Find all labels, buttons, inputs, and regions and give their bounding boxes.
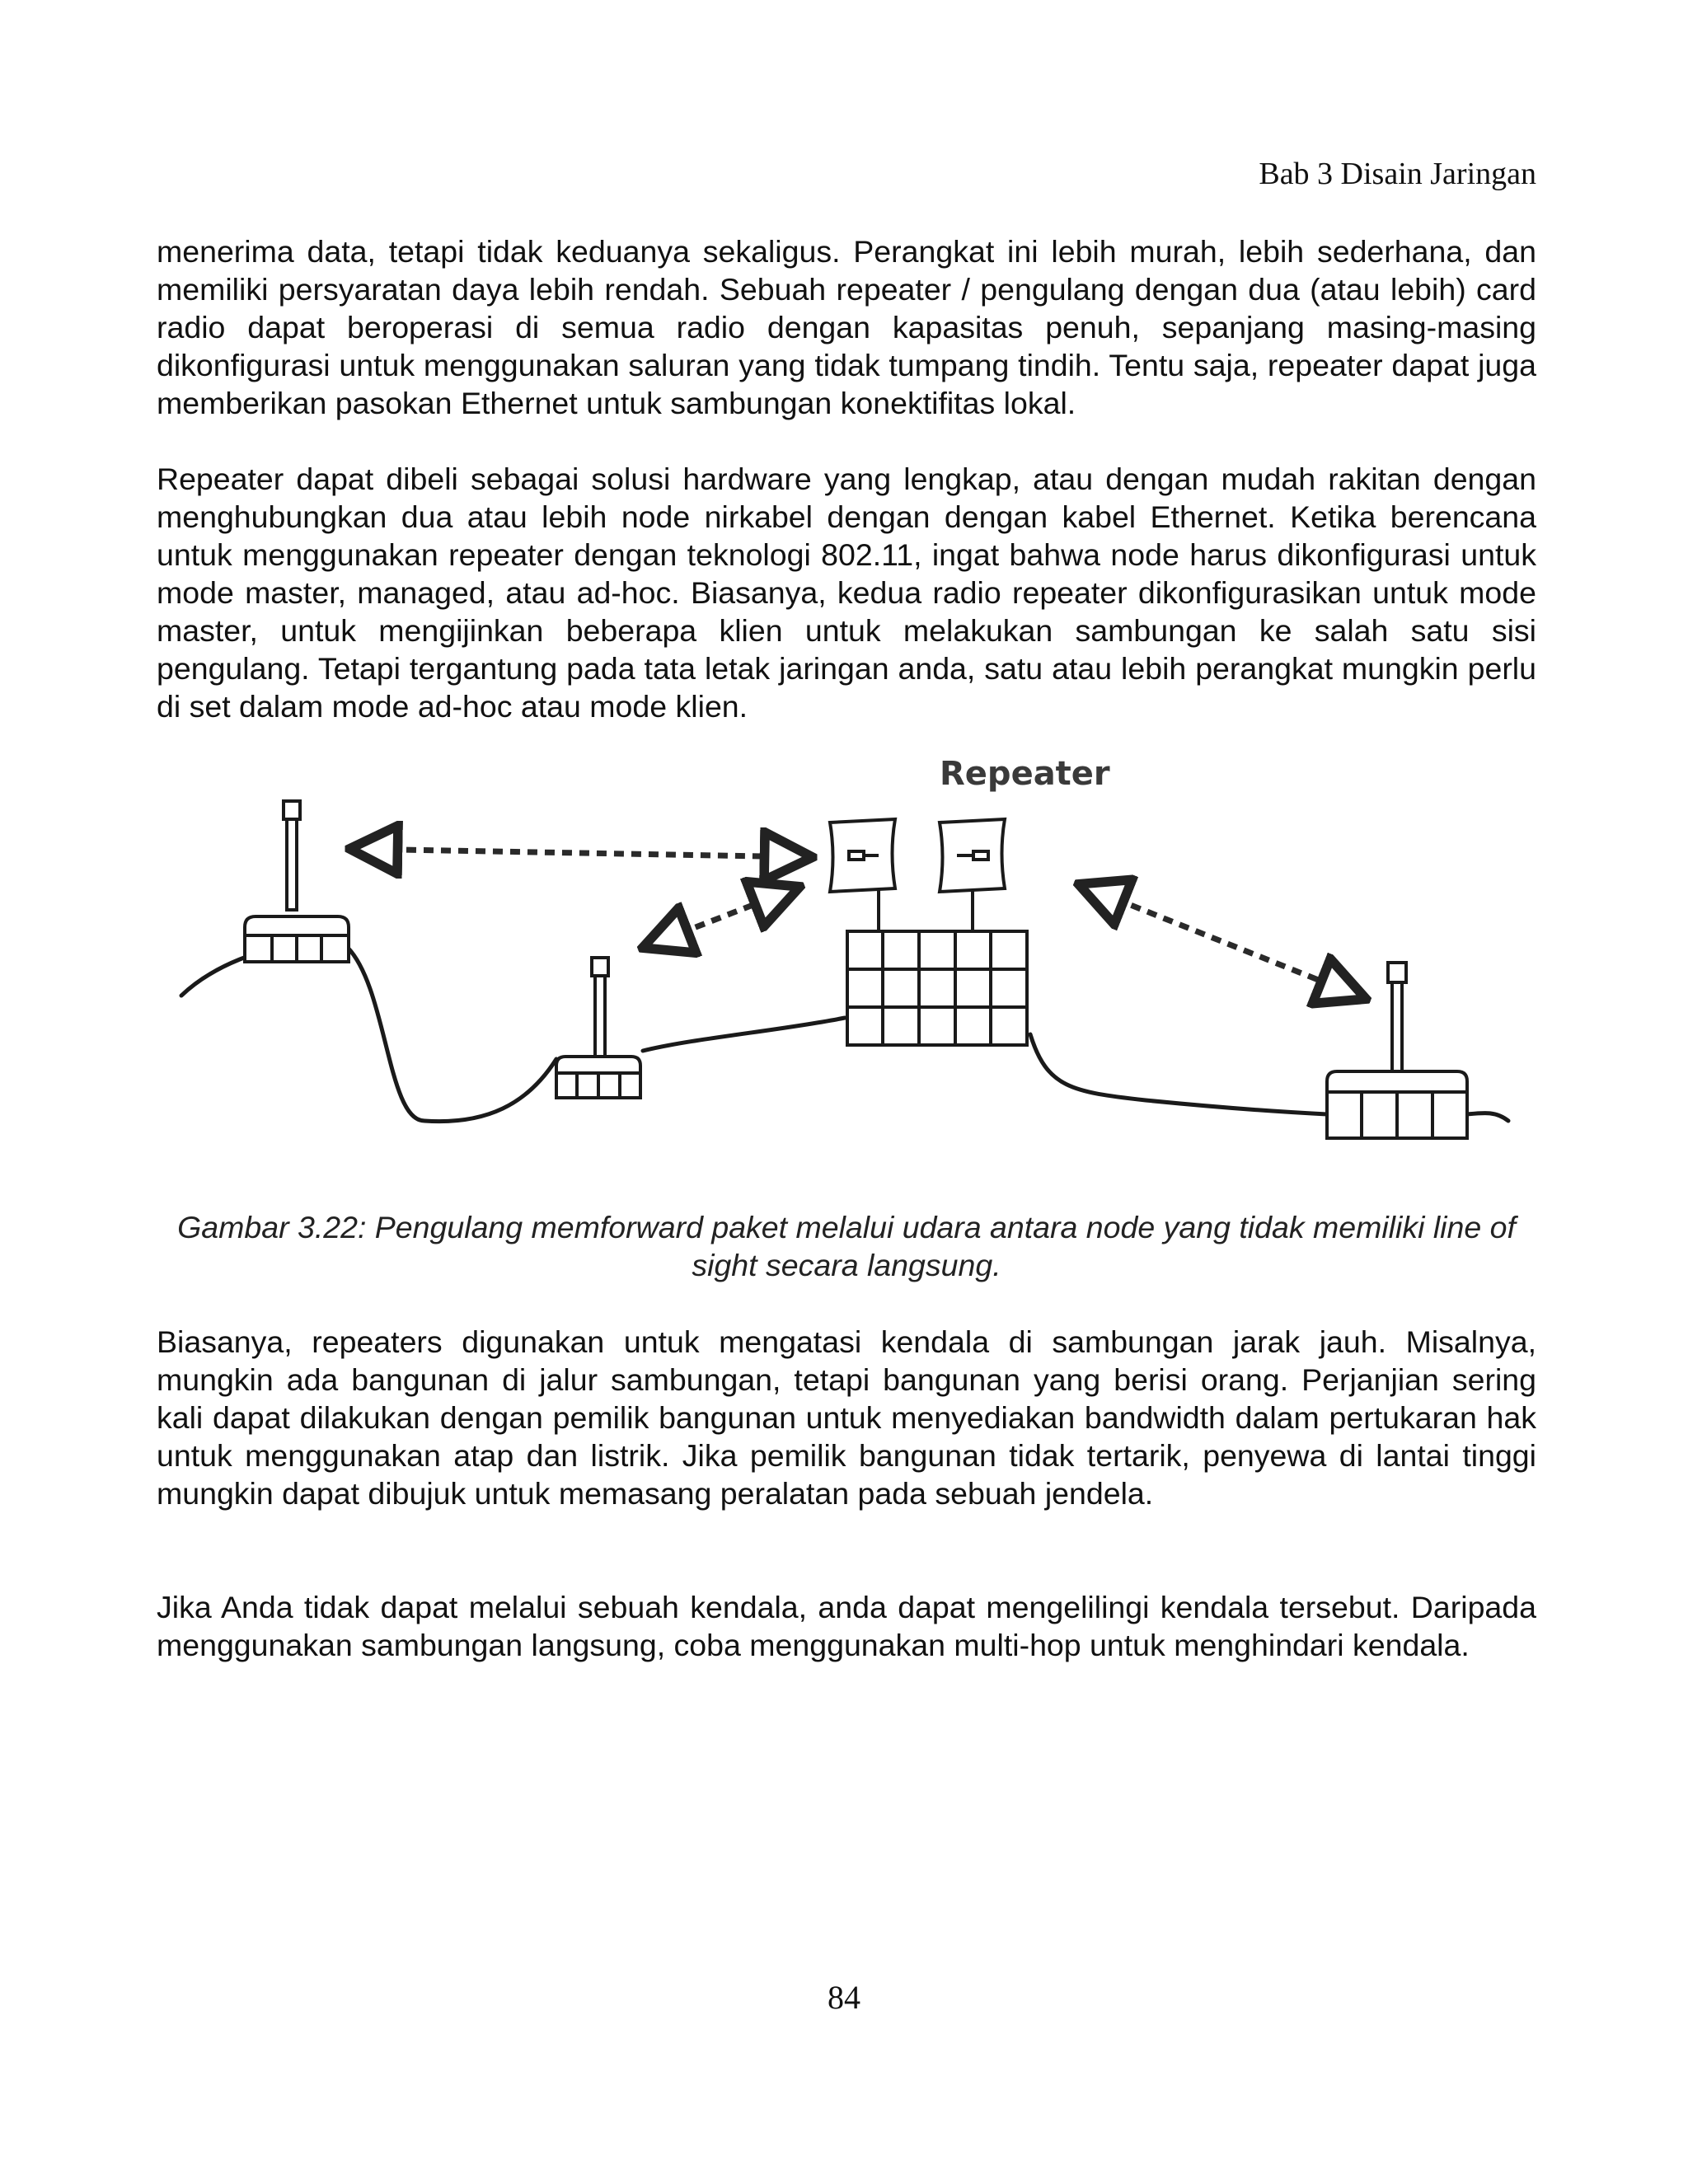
paragraph-3: Biasanya, repeaters digunakan untuk mengatasi kendala di sambungan jarak jauh. Misalnya, mungkin ada bangunan di jalur sambungan, tetapi bangunan yang berisi orang. Perjanjian sering kali dapat dilakukan dengan pemilik bangunan untuk menyediakan bandwidth dalam pertukaran hak untuk menggunakan atap dan listrik. Jika pemilik bangunan tidak tertarik, penyewa di lantai tinggi mungkin dapat dibujuk untuk memasang peralatan pada sebuah jendela.	[157, 1324, 1536, 1511]
figure-caption: Gambar 3.22: Pengulang memforward paket melalui udara antara node yang tidak memiliki line of sight secara langsung.	[177, 1210, 1516, 1282]
hill-node-icon	[245, 801, 349, 962]
running-header: Bab 3 Disain Jaringan	[1259, 157, 1536, 191]
page-number: 84	[828, 1979, 860, 2016]
figure-label-repeater: Repeater	[940, 755, 1110, 793]
repeater-diagram	[157, 742, 1536, 1179]
paragraph-4: Jika Anda tidak dapat melalui sebuah kendala, anda dapat mengelilingi kendala tersebut. Daripada menggunakan sambungan langsung, coba menggunakan multi-hop untuk menghindari kendala.	[157, 1590, 1536, 1662]
valley-node-icon	[556, 958, 640, 1098]
terrain-lines-icon	[181, 944, 1508, 1122]
paragraph-1: menerima data, tetapi tidak keduanya sekaligus. Perangkat ini lebih murah, lebih sederhana, dan memiliki persyaratan daya lebih rendah. Sebuah repeater / pengulang dengan dua (atau lebih) card radio dapat beroperasi di semua radio dengan kapasitas penuh, sepanjang masing-masing dikonfigurasi untuk menggunakan saluran yang tidak tumpang tindih. Tentu saja, repeater dapat juga memberikan pasokan Ethernet untuk sambungan konektifitas lokal.	[157, 234, 1536, 420]
repeater-figure	[157, 742, 1536, 1179]
repeater-building-icon	[830, 819, 1027, 1045]
paragraph-2: Repeater dapat dibeli sebagai solusi hardware yang lengkap, atau dengan mudah rakitan dengan menghubungkan dua atau lebih node nirkabel dengan dengan kabel Ethernet. Ketika berencana untuk menggunakan repeater dengan teknologi 802.11, ingat bahwa node harus dikonfigurasi untuk mode master, managed, atau ad-hoc. Biasanya, kedua radio repeater dikonfigurasikan untuk mode master, untuk mengijinkan beberapa klien untuk melakukan sambungan ke salah satu sisi pengulang. Tetapi tergantung pada tata letak jaringan anda, satu atau lebih perangkat mungkin perlu di set dalam mode ad-hoc atau mode klien.	[157, 462, 1536, 724]
